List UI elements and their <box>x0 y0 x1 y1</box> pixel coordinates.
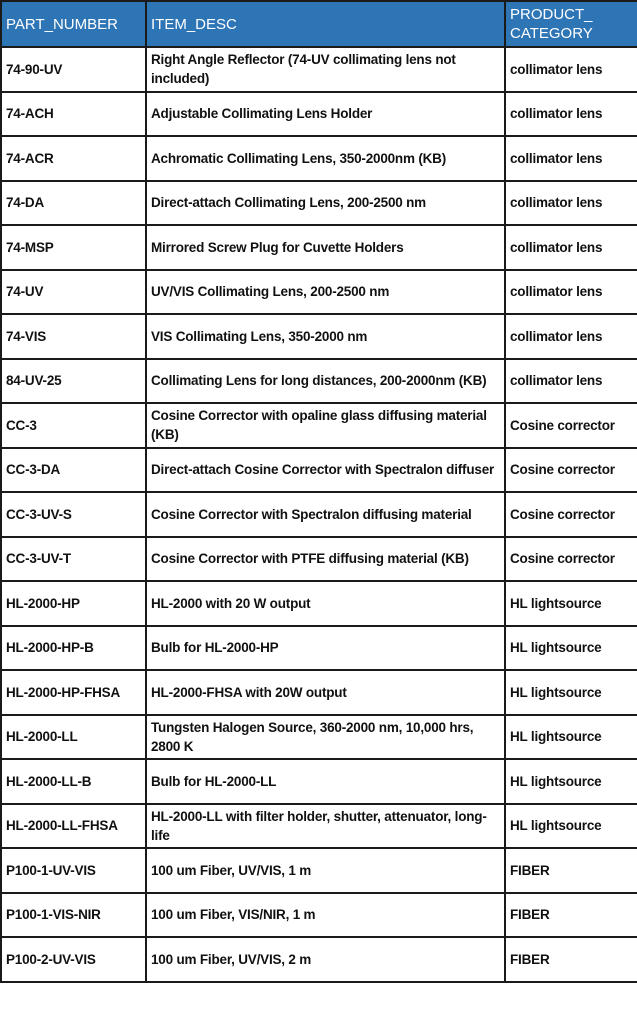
part-number-cell: HL-2000-HP-FHSA <box>1 670 146 715</box>
part-number-cell: 74-90-UV <box>1 47 146 92</box>
product-category-cell: Cosine corrector <box>505 448 637 493</box>
item-desc-cell: HL-2000 with 20 W output <box>146 581 505 626</box>
product-category-cell: collimator lens <box>505 47 637 92</box>
product-category-cell: HL lightsource <box>505 715 637 760</box>
part-number-cell: HL-2000-LL <box>1 715 146 760</box>
part-number-cell: CC-3-UV-T <box>1 537 146 582</box>
item-desc-cell: VIS Collimating Lens, 350-2000 nm <box>146 314 505 359</box>
table-row <box>1 403 637 448</box>
product-category-cell: collimator lens <box>505 359 637 404</box>
table-row <box>1 448 637 493</box>
item-desc-cell: Right Angle Reflector (74-UV collimating lens not included) <box>146 47 505 92</box>
product-category-cell: HL lightsource <box>505 759 637 804</box>
product-category-cell: collimator lens <box>505 181 637 226</box>
table-row <box>1 937 637 982</box>
table-row <box>1 225 637 270</box>
product-category-cell: FIBER <box>505 893 637 938</box>
table-row <box>1 581 637 626</box>
item-desc-cell: Cosine Corrector with Spectralon diffusing material <box>146 492 505 537</box>
part-number-cell: P100-2-UV-VIS <box>1 937 146 982</box>
item-desc-cell: HL-2000-LL with filter holder, shutter, attenuator, long-life <box>146 804 505 849</box>
table-row <box>1 270 637 315</box>
table-row <box>1 47 637 92</box>
part-number-cell: 74-ACH <box>1 92 146 137</box>
item-desc-cell: 100 um Fiber, UV/VIS, 1 m <box>146 848 505 893</box>
product-category-cell: HL lightsource <box>505 804 637 849</box>
item-desc-cell: Bulb for HL-2000-LL <box>146 759 505 804</box>
table-row <box>1 670 637 715</box>
table-row <box>1 314 637 359</box>
table-row <box>1 92 637 137</box>
item-desc-cell: 100 um Fiber, VIS/NIR, 1 m <box>146 893 505 938</box>
part-number-cell: 74-UV <box>1 270 146 315</box>
part-number-cell: CC-3-UV-S <box>1 492 146 537</box>
table-row <box>1 893 637 938</box>
header-product-category <box>505 1 637 47</box>
part-number-cell: HL-2000-HP-B <box>1 626 146 671</box>
part-number-cell: HL-2000-LL-FHSA <box>1 804 146 849</box>
table-row <box>1 492 637 537</box>
product-category-cell: collimator lens <box>505 314 637 359</box>
header-item-desc: ITEM_DESC <box>146 1 505 47</box>
part-number-cell: 74-MSP <box>1 225 146 270</box>
product-category-cell: FIBER <box>505 937 637 982</box>
part-number-cell: CC-3 <box>1 403 146 448</box>
part-number-cell: HL-2000-LL-B <box>1 759 146 804</box>
part-number-cell: HL-2000-HP <box>1 581 146 626</box>
table-row <box>1 136 637 181</box>
table-row <box>1 537 637 582</box>
item-desc-cell: Collimating Lens for long distances, 200-2000nm (KB) <box>146 359 505 404</box>
product-category-cell: collimator lens <box>505 270 637 315</box>
header-row <box>1 1 637 47</box>
product-category-cell: collimator lens <box>505 136 637 181</box>
item-desc-cell: Mirrored Screw Plug for Cuvette Holders <box>146 225 505 270</box>
item-desc-cell: Cosine Corrector with PTFE diffusing material (KB) <box>146 537 505 582</box>
table-row <box>1 848 637 893</box>
item-desc-cell: HL-2000-FHSA with 20W output <box>146 670 505 715</box>
product-category-cell: collimator lens <box>505 225 637 270</box>
item-desc-cell: Achromatic Collimating Lens, 350-2000nm (KB) <box>146 136 505 181</box>
product-category-cell: HL lightsource <box>505 626 637 671</box>
header-product-category-line1: PRODUCT_ <box>510 6 593 23</box>
product-category-cell: Cosine corrector <box>505 403 637 448</box>
product-category-cell: FIBER <box>505 848 637 893</box>
part-number-cell: CC-3-DA <box>1 448 146 493</box>
product-category-cell: HL lightsource <box>505 670 637 715</box>
item-desc-cell: Bulb for HL-2000-HP <box>146 626 505 671</box>
table-row <box>1 759 637 804</box>
product-category-cell: HL lightsource <box>505 581 637 626</box>
part-number-cell: 74-VIS <box>1 314 146 359</box>
table-row <box>1 359 637 404</box>
header-part-number: PART_NUMBER <box>1 1 146 47</box>
product-category-cell: Cosine corrector <box>505 492 637 537</box>
item-desc-cell: UV/VIS Collimating Lens, 200-2500 nm <box>146 270 505 315</box>
product-category-cell: collimator lens <box>505 92 637 137</box>
table-row <box>1 715 637 760</box>
item-desc-cell: Adjustable Collimating Lens Holder <box>146 92 505 137</box>
part-number-cell: 84-UV-25 <box>1 359 146 404</box>
part-number-cell: P100-1-VIS-NIR <box>1 893 146 938</box>
part-number-cell: 74-DA <box>1 181 146 226</box>
table-row <box>1 626 637 671</box>
item-desc-cell: Direct-attach Cosine Corrector with Spectralon diffuser <box>146 448 505 493</box>
item-desc-cell: 100 um Fiber, UV/VIS, 2 m <box>146 937 505 982</box>
product-category-cell: Cosine corrector <box>505 537 637 582</box>
item-desc-cell: Direct-attach Collimating Lens, 200-2500 nm <box>146 181 505 226</box>
table-row <box>1 804 637 849</box>
part-number-cell: 74-ACR <box>1 136 146 181</box>
item-desc-cell: Cosine Corrector with opaline glass diffusing material (KB) <box>146 403 505 448</box>
item-desc-cell: Tungsten Halogen Source, 360-2000 nm, 10,000 hrs, 2800 K <box>146 715 505 760</box>
part-number-cell: P100-1-UV-VIS <box>1 848 146 893</box>
table-row <box>1 181 637 226</box>
header-product-category-line2: CATEGORY <box>510 25 593 42</box>
